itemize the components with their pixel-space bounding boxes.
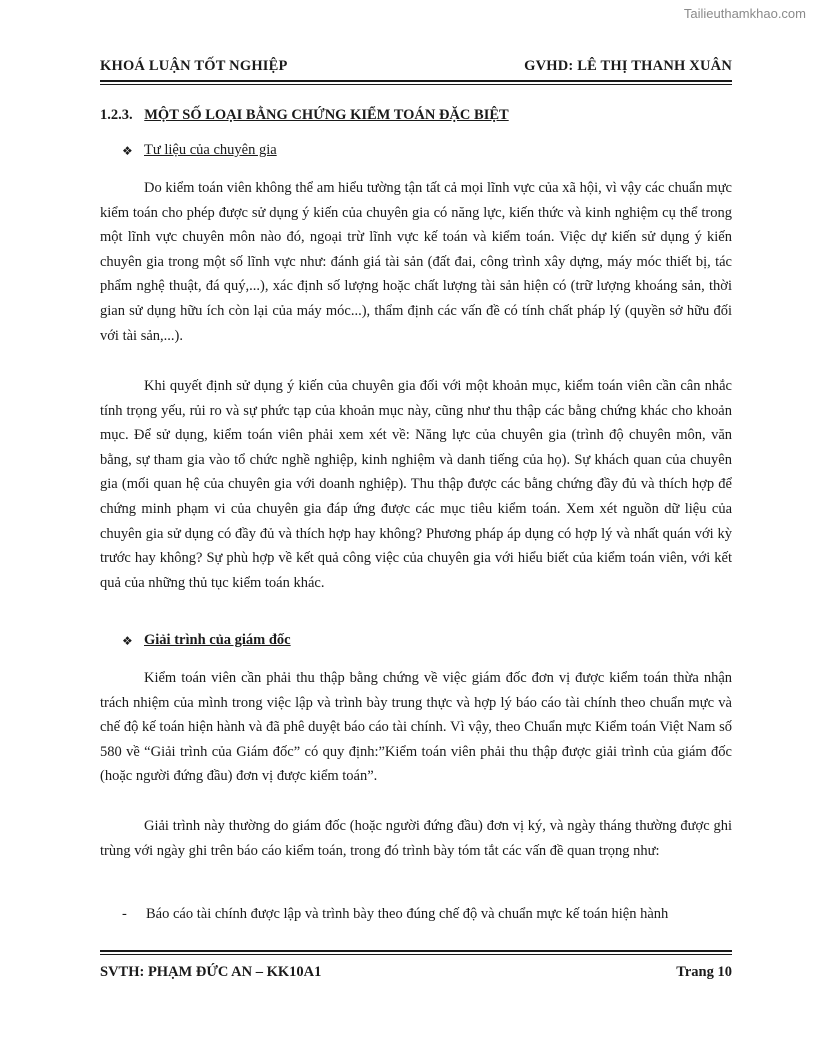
header-rule-thin [100,84,732,85]
page-footer [100,964,732,981]
footer-rule-thick [100,950,732,952]
paragraph: Kiểm toán viên cần phải thu thập bằng chứng về việc giám đốc đơn vị được kiểm toán thừa nhận trách nhiệm của mình trong việc lập và trình bày trung thực và hợp lý báo cáo tài chính theo chuẩn mực và chế độ kế toán hiện hành và đã phê duyệt báo cáo tài chính. Vì vậy, theo Chuẩn mực Kiểm toán Việt Nam số 580 về “Giải trình của Giám đốc” có quy định:”Kiểm toán viên phải thu thập được giải trình của giám đốc (hoặc người đứng đầu) đơn vị được kiểm toán”. [100,670,732,785]
section-number: 1.2.3. [100,107,133,123]
watermark: Tailieuthamkhao.com [683,6,806,21]
footer-student: SVTH: PHẠM ĐỨC AN – KK10A1 [100,964,322,980]
header-supervisor: GVHD: LÊ THỊ THANH XUÂN [524,58,732,74]
footer-rule-thin [100,954,732,955]
header-thesis-title: KHOÁ LUẬN TỐT NGHIỆP [100,58,288,74]
section-title: MỘT SỐ LOẠI BẰNG CHỨNG KIỂM TOÁN ĐẶC BIỆT [144,107,509,123]
diamond-bullet-icon: ❖ [122,633,133,648]
list-item [122,906,668,923]
section-heading [100,107,509,124]
subsection-heading-director [122,632,291,649]
page-number: Trang 10 [676,964,732,980]
paragraph: Giải trình này thường do giám đốc (hoặc người đứng đầu) đơn vị ký, và ngày tháng thường được ghi trùng với ngày ghi trên báo cáo kiểm toán, trong đó trình bày tóm tắt các vấn đề quan trọng như: [100,818,732,859]
paragraph: Khi quyết định sử dụng ý kiến của chuyên gia đối với một khoản mục, kiểm toán viên cần cân nhắc tính trọng yếu, rủi ro và sự phức tạp của khoản mục này, cũng như thu thập các bằng chứng khác cho khoản mục. Để sử dụng, kiểm toán viên phải xem xét về: Năng lực của chuyên gia (trình độ chuyên môn, văn bằng, sự tham gia vào tổ chức nghề nghiệp, kinh nghiệm và danh tiếng của họ). Sự khách quan của chuyên gia (mối quan hệ của chuyên gia với doanh nghiệp). Thu thập được các bằng chứng đầy đủ và thích hợp để chứng minh phạm vi của chuyên gia đáp ứng được các mục tiêu kiểm toán. Xem xét nguồn dữ liệu của chuyên gia sử dụng có đầy đủ và thích hợp hay không? Phương pháp áp dụng có hợp lý và nhất quán với kỳ trước hay không? Sự phù hợp về kết quả công việc của chuyên gia với hiểu biết của kiểm toán viên, với kết quả của những thủ tục kiểm toán khác. [100,378,732,591]
subsection-heading-expert [122,142,277,159]
subsection-label: Tư liệu của chuyên gia [144,142,277,158]
list-dash: - [122,906,127,922]
paragraph: Do kiểm toán viên không thể am hiểu tường tận tất cả mọi lĩnh vực của xã hội, vì vậy các chuẩn mực kiểm toán cho phép được sử dụng ý kiến của chuyên gia có năng lực, kiến thức và kinh nghiệm cụ thể trong một lĩnh vực chuyên môn nào đó, ngoại trừ lĩnh vực kế toán và kiểm toán. Việc dự kiến sử dụng ý kiến chuyên gia trong một số lĩnh vực như: đánh giá tài sản (đất đai, công trình xây dựng, máy móc thiết bị, tác phẩm nghệ thuật, đá quý,...), xác định số lượng hoặc chất lượng tài sản hiện có (trữ lượng khoáng sản, thời gian sử dụng hữu ích còn lại của máy móc...), thẩm định các vấn đề có tính chất pháp lý (quyền sở hữu đối với tài sản,...). [100,180,732,344]
list-item-text: Báo cáo tài chính được lập và trình bày theo đúng chế độ và chuẩn mực kế toán hiện hành [146,906,669,922]
header-rule-thick [100,80,732,82]
page-header [100,58,732,75]
diamond-bullet-icon: ❖ [122,143,133,158]
subsection-label: Giải trình của giám đốc [144,632,291,648]
